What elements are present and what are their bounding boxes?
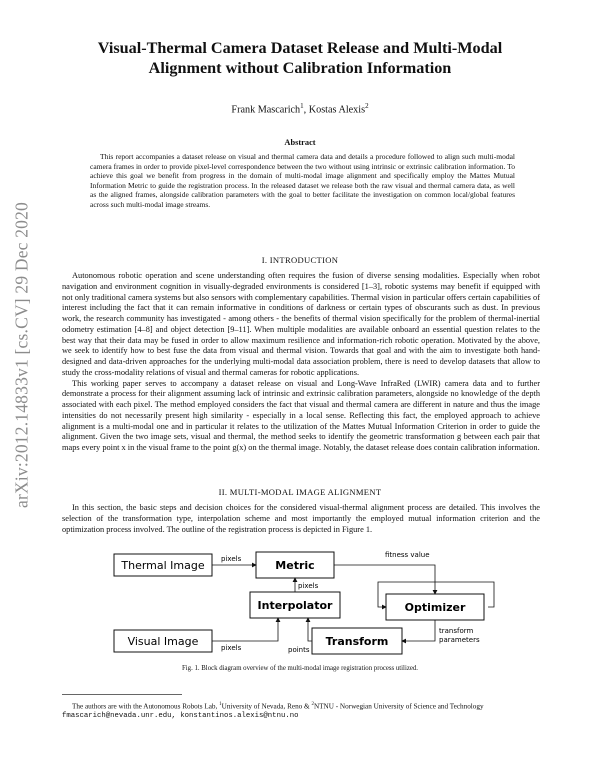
section-1-heading: I. INTRODUCTION — [261, 255, 339, 265]
section-2-body — [62, 503, 540, 535]
arrow-metric-to-optimizer — [334, 565, 435, 594]
arrow-optimizer-to-transform — [402, 620, 435, 641]
arrow-optimizer-transform-label-1: transform — [439, 627, 474, 635]
author-1: Frank Mascarich — [231, 104, 301, 116]
footnote-text-a: The authors are with the Autonomous Robots Lab, — [72, 702, 220, 711]
section-1-paragraph-1: Autonomous robotic operation and scene understanding often requires the fusion of diverse sensing modalities. Especially when robot navigation and environment cognition in visually-degraded environments is considered [1–3], robotic systems may benefit if equipped with not only traditional camera systems but also sensors with complementary capabilities. Thermal vision in particular offers certain capabilities of interest including the fact that it can remain informative in conditions of darkness or certain types of obscurants such as dust. In previous work, the research community has investigated - among others - the benefits of thermal vision specifically for the problem of thermal-inertial odometry estimation [4–8] and object detection [9–11]. When multiple modalities are available onboard an essential question relates to the best way that their data may be fused in order to allow maximum resilience and information-rich robotic operation. Motivated by the above, we seek to identify how to best fuse the data from visual and thermal vision. Towards that goal and with the aim to investigate both hand-designed and data-driven approaches for the underlying multi-modal data association problem, there is need to develop datasets that allow to study the cross-modality relations of visual and thermal cameras for robotic applications. — [62, 271, 540, 377]
author-2-affiliation: 2 — [365, 102, 369, 110]
arrow-transform-interp-label: points — [288, 646, 310, 654]
author-2: Kostas Alexis — [308, 104, 366, 116]
arxiv-id-text: arXiv:2012.14833v1 [cs.CV] 29 Dec 2020 — [11, 201, 32, 509]
footnote — [62, 700, 542, 721]
interpolator-label: Interpolator — [257, 599, 333, 612]
arrow-optimizer-transform-label-2: parameters — [439, 636, 480, 644]
visual-image-label: Visual Image — [127, 635, 199, 648]
block-diagram — [108, 542, 508, 664]
arrow-interp-metric-label: pixels — [298, 582, 319, 590]
arrow-visual-to-interp — [212, 618, 278, 641]
metric-label: Metric — [275, 559, 315, 572]
abstract-body — [90, 152, 515, 209]
arrow-metric-optimizer-label: fitness value — [385, 551, 430, 559]
author-1-affiliation: 1 — [300, 102, 304, 110]
abstract-text: This report accompanies a dataset release on visual and thermal camera data and details a procedure followed to align such multi-modal camera frames in order to provide pixel-level correspondence between the two without using intrinsic or extrinsic calibration information. To achieve this goal we benefit from progress in the domain of multi-modal image alignment and specifically employ the Mattes Mutual Information Metric to guide the registration process. In the released dataset we release both the raw visual and thermal camera data, as well as the aligned frames, alongside calibration parameters with the goal to better facilitate the investigation on common local/global features across such multi-modal image streams. — [90, 152, 515, 209]
author-line — [0, 102, 600, 115]
section-1-paragraph-2: This working paper serves to accompany a dataset release on visual and Long-Wave InfraRed (LWIR) camera data and to further demonstrate a process for their alignment assuming lack of intrinsic and extrinsic calibration parameters, alongside no knowledge of the depth associated with each pixel. The method employed considers the fact that visual and thermal camera are different in nature and thus the image intensities do not necessarily present high similarity - especially in a local sense. Reflecting this fact, the employed approach to achieve alignment is a multi-modal one and in particular it relates to the utilization of the Mattes Mutual Information Criterion in order to guide the alignment. Given the two image sets, visual and thermal, the method seeks to identify the geometric transformation g between each pair that maps every point x in the visual frame to the point g(x) on the thermal image. Notably, the dataset release does contain calibration information. — [62, 378, 540, 452]
arrow-thermal-metric-label: pixels — [221, 555, 242, 563]
footnote-affiliations — [62, 700, 542, 712]
author-separator: , — [303, 104, 309, 116]
section-2-heading: II. MULTI-MODAL IMAGE ALIGNMENT — [218, 487, 382, 497]
footnote-text-c: NTNU - Norwegian University of Science and Technology — [313, 702, 484, 711]
transform-label: Transform — [325, 635, 389, 648]
figure-1 — [108, 542, 508, 664]
paper-title: Visual-Thermal Camera Dataset Release and Multi-Modal Alignment without Calibration Information — [97, 39, 503, 77]
abstract-heading: Abstract — [284, 138, 316, 147]
arxiv-identifier — [2, 120, 42, 590]
section-1-body — [62, 271, 540, 454]
footnote-text-b: University of Nevada, Reno & — [221, 702, 312, 711]
footnote-emails: fmascarich@nevada.unr.edu, konstantinos.alexis@ntnu.no — [62, 711, 299, 720]
footnote-rule — [62, 694, 182, 695]
footnote-sup-2: 2 — [311, 702, 314, 707]
section-2-paragraph-1: In this section, the basic steps and decision choices for the considered visual-thermal alignment process are detailed. This involves the selection of the transformation type, interpolation scheme and most importantly the employed mutual information criterion and the optimization process involved. The outline of the registration process is depicted in Figure 1. — [62, 503, 540, 534]
optimizer-label: Optimizer — [404, 601, 466, 614]
arrow-visual-interp-label: pixels — [221, 644, 242, 652]
figure-1-caption: Fig. 1. Block diagram overview of the multi-modal image registration process utilized. — [182, 665, 418, 672]
footnote-sup-1: 1 — [219, 702, 222, 707]
thermal-image-label: Thermal Image — [121, 559, 205, 572]
arrow-transform-to-interp — [308, 618, 312, 641]
